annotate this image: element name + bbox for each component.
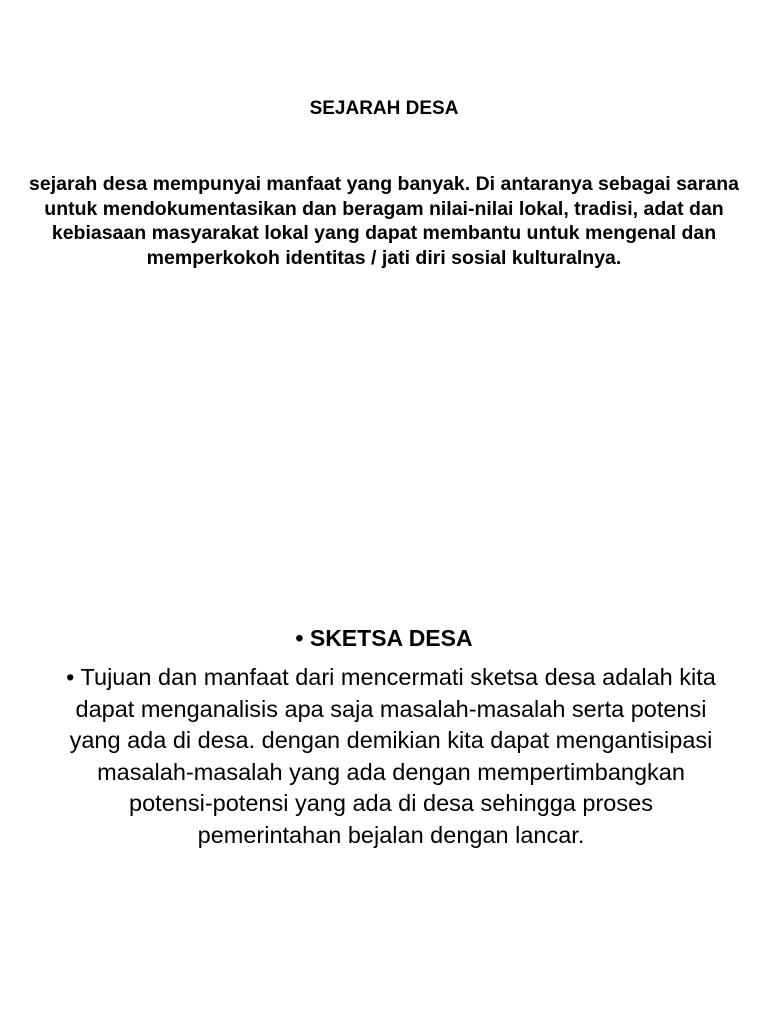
slide-sketsa-desa: [0, 512, 768, 1024]
bullet-icon: •: [66, 664, 81, 690]
bullet-heading-text: SKETSA DESA: [309, 625, 473, 651]
bullet-body-text: Tujuan dan manfaat dari mencermati sketsa desa adalah kita dapat menganalisis apa saja masalah-masalah serta potensi yang ada di desa. dengan demikian kita dapat mengantisipasi masalah-masalah yang ada dengan mempertimbangkan potensi-potensi yang ada di desa sehingga proses pemerintahan bejalan dengan lancar.: [69, 664, 716, 848]
bullet-icon: •: [295, 625, 310, 651]
bullet-body: [66, 662, 716, 851]
slide-title: SEJARAH DESA: [309, 98, 459, 119]
slide-paragraph: sejarah desa mempunyai manfaat yang banyak. Di antaranya sebagai sarana untuk mendokumentasikan dan beragam nilai-nilai lokal, tradisi, adat dan kebiasaan masyarakat lokal yang dapat membantu untuk mengenal dan memperkokoh identitas / jati diri sosial kulturalnya.: [29, 173, 739, 269]
bullet-heading: [0, 620, 768, 656]
